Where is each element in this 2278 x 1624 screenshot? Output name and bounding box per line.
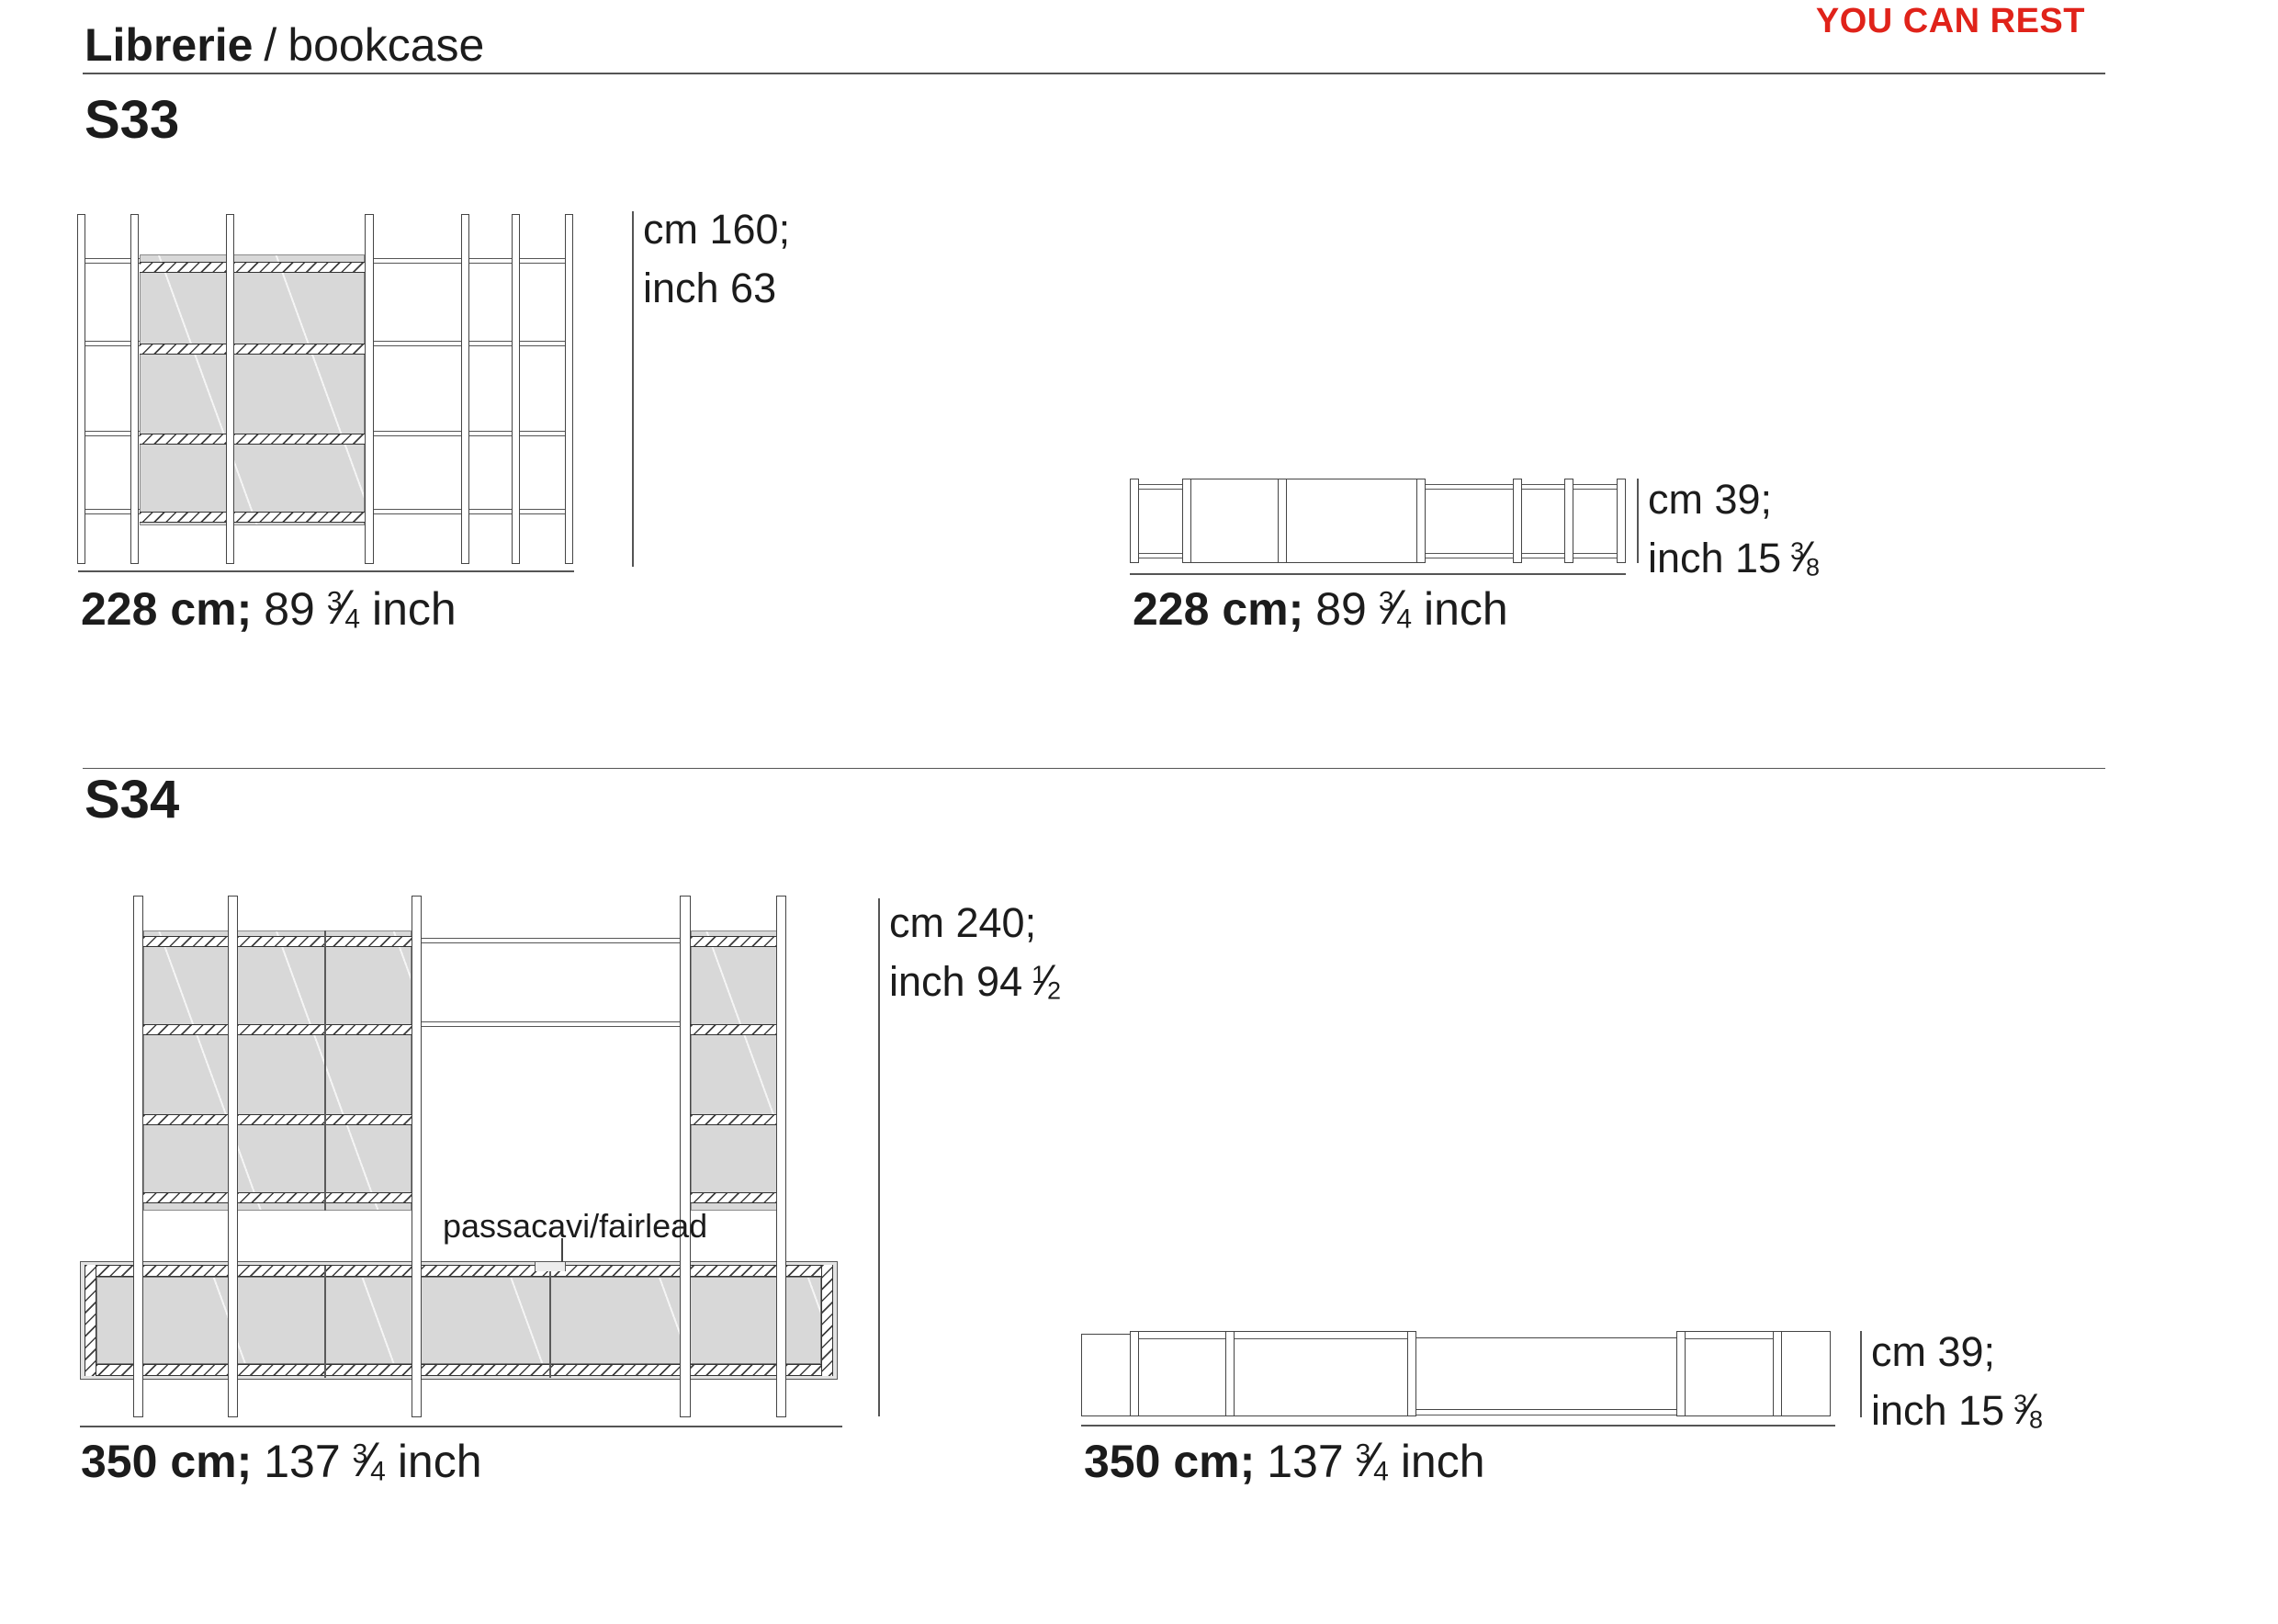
shelf-rail: [422, 938, 680, 943]
shelf-hatch: [691, 1114, 777, 1125]
shelf-hatch: [691, 1024, 777, 1035]
depth-dim-label: [1871, 1326, 2043, 1445]
width-dim-line: [78, 570, 574, 572]
upright-post: [1513, 479, 1522, 563]
shelf-rail: [422, 1021, 680, 1027]
fairlead-label: passacavi/fairlead: [443, 1207, 708, 1245]
base-door-divider: [324, 1266, 326, 1378]
gray-panel: [143, 930, 412, 1211]
upright-post: [680, 896, 691, 1417]
title-secondary: bookcase: [288, 19, 485, 71]
width-dim-label: 350 cm; 137 $^3$⁄4 inch: [1084, 1433, 1485, 1488]
upright-post: [1130, 1331, 1139, 1416]
upright-post: [1676, 1331, 1686, 1416]
dim-inch: inch 63: [643, 265, 777, 312]
shelf-box: [1685, 1331, 1774, 1416]
width-dim-label: 228 cm; 89 $^3$⁄4 inch: [81, 581, 457, 636]
upright-post: [412, 896, 422, 1417]
height-dim-label: [889, 897, 1061, 1016]
width-dim-label: 228 cm; 89 $^3$⁄4 inch: [1133, 581, 1508, 636]
upright-post: [365, 214, 374, 564]
dim-inch: inch 94 $^1$⁄2: [889, 956, 1062, 1006]
depth-dim-line: [1637, 479, 1639, 563]
gray-panel: [691, 930, 777, 1211]
upright-post: [461, 214, 469, 564]
upright-post: [1182, 479, 1191, 563]
depth-dim-label: [1648, 474, 1820, 592]
shelf-hatch: [140, 512, 365, 523]
base-hatch-left: [85, 1265, 96, 1376]
depth-dim-line: [1860, 1331, 1862, 1417]
dim-cm: cm 39;: [1648, 476, 1773, 523]
shelf-hatch: [143, 1024, 412, 1035]
shelf-hatch: [140, 344, 365, 355]
brand-tagline: YOU CAN REST: [1815, 2, 2085, 40]
base-cabinet: [80, 1261, 838, 1380]
dim-cm: cm 39;: [1871, 1328, 1996, 1375]
title-separator: /: [264, 19, 277, 71]
fairlead-notch: [535, 1261, 566, 1271]
base-front-panel: [96, 1277, 821, 1364]
title-primary: Librerie: [85, 19, 254, 71]
upright-post: [228, 896, 238, 1417]
end-panel: [1081, 1334, 1132, 1416]
dim-cm: cm 240;: [889, 899, 1037, 946]
upright-post: [1225, 1331, 1235, 1416]
section-divider: [83, 768, 2105, 769]
open-shelf-band: [1412, 1337, 1682, 1410]
header-underline: [83, 73, 2105, 74]
width-dim-line: [1130, 573, 1626, 575]
shelf-hatch: [143, 1114, 412, 1125]
upright-post: [512, 214, 520, 564]
shelf-hatch: [143, 1192, 412, 1203]
upright-post: [776, 896, 786, 1417]
base-door-divider: [549, 1266, 551, 1378]
upright-post: [226, 214, 234, 564]
upright-post: [1617, 479, 1626, 563]
page-title: [85, 20, 484, 71]
width-dim-label: 350 cm; 137 $^3$⁄4 inch: [81, 1433, 482, 1488]
upright-post: [1278, 479, 1287, 563]
bay-divider: [324, 930, 326, 1211]
shelf-box: [1138, 1331, 1228, 1416]
upright-post: [130, 214, 139, 564]
shelf-hatch: [140, 434, 365, 445]
shelf-hatch: [691, 936, 777, 947]
upright-post: [1130, 479, 1139, 563]
base-hatch-bottom: [85, 1364, 833, 1376]
base-hatch-top: [85, 1265, 833, 1277]
width-dim-line: [1081, 1425, 1835, 1427]
shelf-hatch: [140, 262, 365, 273]
dim-cm: cm 160;: [643, 206, 791, 253]
upright-post: [1773, 1331, 1782, 1416]
upright-post: [77, 214, 85, 564]
height-dim-line: [878, 898, 880, 1416]
upright-post: [133, 896, 143, 1417]
upright-post: [565, 214, 573, 564]
shelf-hatch: [143, 936, 412, 947]
width-dim-line: [80, 1426, 842, 1427]
model-heading-s33: S33: [85, 90, 180, 150]
gray-panel: [140, 254, 365, 525]
shelf-hatch: [691, 1192, 777, 1203]
dim-inch: inch 15 $^3$⁄8: [1648, 533, 1821, 582]
shelf-box: [1233, 1331, 1408, 1416]
height-dim-line: [632, 211, 634, 567]
shelf-box: [1189, 479, 1280, 563]
upright-post: [1407, 1331, 1416, 1416]
model-heading-s34: S34: [85, 770, 180, 829]
base-hatch-right: [821, 1265, 833, 1376]
height-dim-label: [643, 204, 790, 322]
upright-post: [1416, 479, 1426, 563]
upright-post: [1564, 479, 1573, 563]
end-panel: [1781, 1331, 1831, 1416]
dim-inch: inch 15 $^3$⁄8: [1871, 1385, 2044, 1435]
shelf-box: [1286, 479, 1418, 563]
